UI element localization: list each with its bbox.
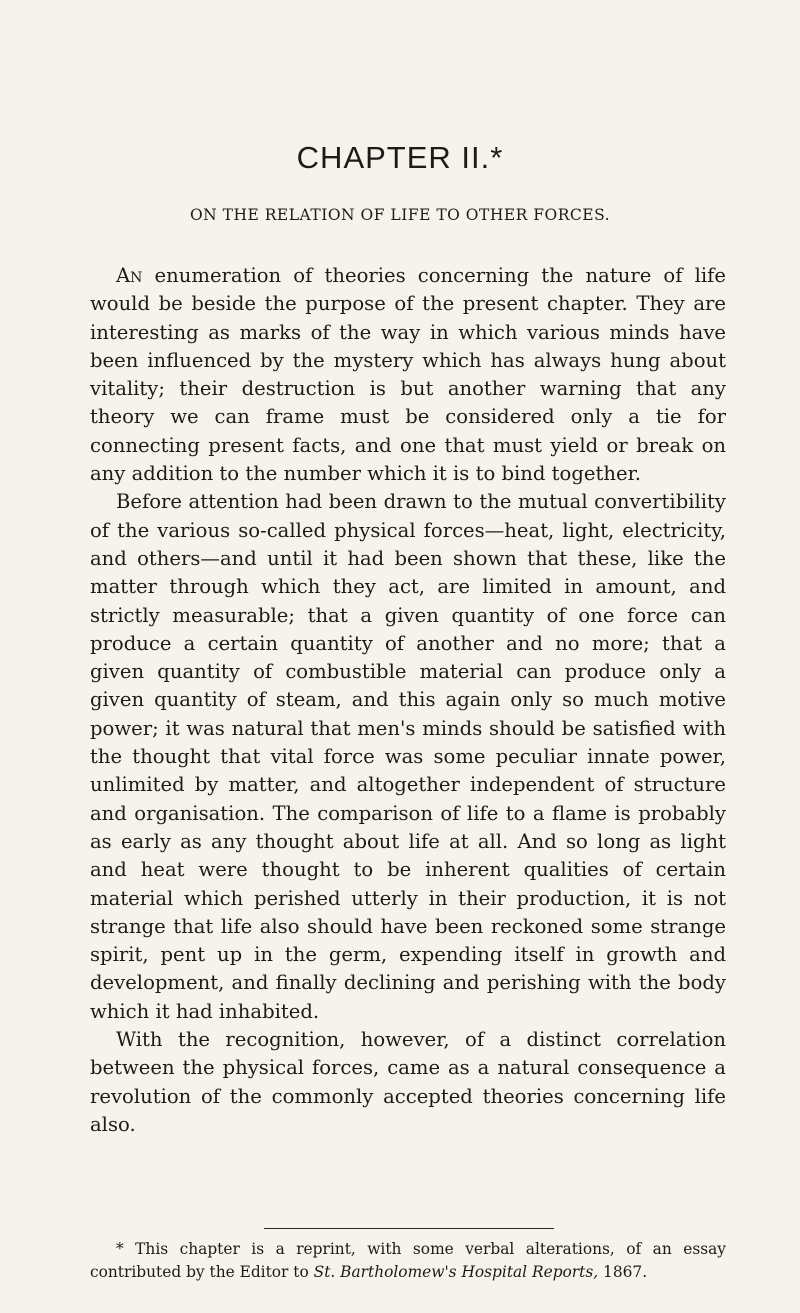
chapter-body <box>90 262 726 1139</box>
footnote-year: 1867. <box>598 1263 648 1281</box>
chapter-title: CHAPTER II.* <box>296 140 504 175</box>
footnote <box>90 1238 726 1284</box>
footnote-source-title: St. Bartholomew's Hospital Reports, <box>313 1263 599 1281</box>
paragraph-1 <box>90 262 726 488</box>
section-heading: ON THE RELATION OF LIFE TO OTHER FORCES. <box>189 206 611 224</box>
paragraph-3: With the recognition, however, of a distinct correlation between the physical forces, came as a natural consequence a revolution of the commonly accepted theories concerning life also. <box>90 1028 726 1136</box>
footnote-text: * This chapter is a reprint, with some verbal alterations, of an essay contributed by the Editor to <box>90 1240 726 1281</box>
paragraph-2: Before attention had been drawn to the mutual convertibility of the various so-called physical forces—heat, light, electricity, and others—and until it had been shown that these, like the matter through which they act, are limited in amount, and strictly measurable; that a given quantity of one force can produce a certain quantity of another and no more; that a given quantity of combustible material can produce only a given quantity of steam, and this again only so much motive power; it was natural that men's minds should be satisfied with the thought that vital force was some peculiar innate power, unlimited by matter, and altogether independent of structure and organisation. The comparison of life to a flame is probably as early as any thought about life at all. And so long as light and heat were thought to be inherent qualities of certain material which perished utterly in their production, it is not strange that life also should have been reckoned some strange spirit, pent up in the germ, expending itself in growth and development, and finally declining and perishing with the body which it had inhabited. <box>90 490 726 1023</box>
paragraph-1-text: enumeration of theories concerning the nature of life would be beside the purpose of the present chapter. They are interesting as marks of the way in which various minds have been influenced by the mystery which has always hung about vitality; their destruction is but another warning that any theory we can frame must be considered only a tie for connecting present facts, and one that must yield or break on any addition to the number which it is to bind together. <box>90 264 726 486</box>
footnote-divider <box>264 1228 554 1229</box>
opening-word: An <box>116 264 143 287</box>
